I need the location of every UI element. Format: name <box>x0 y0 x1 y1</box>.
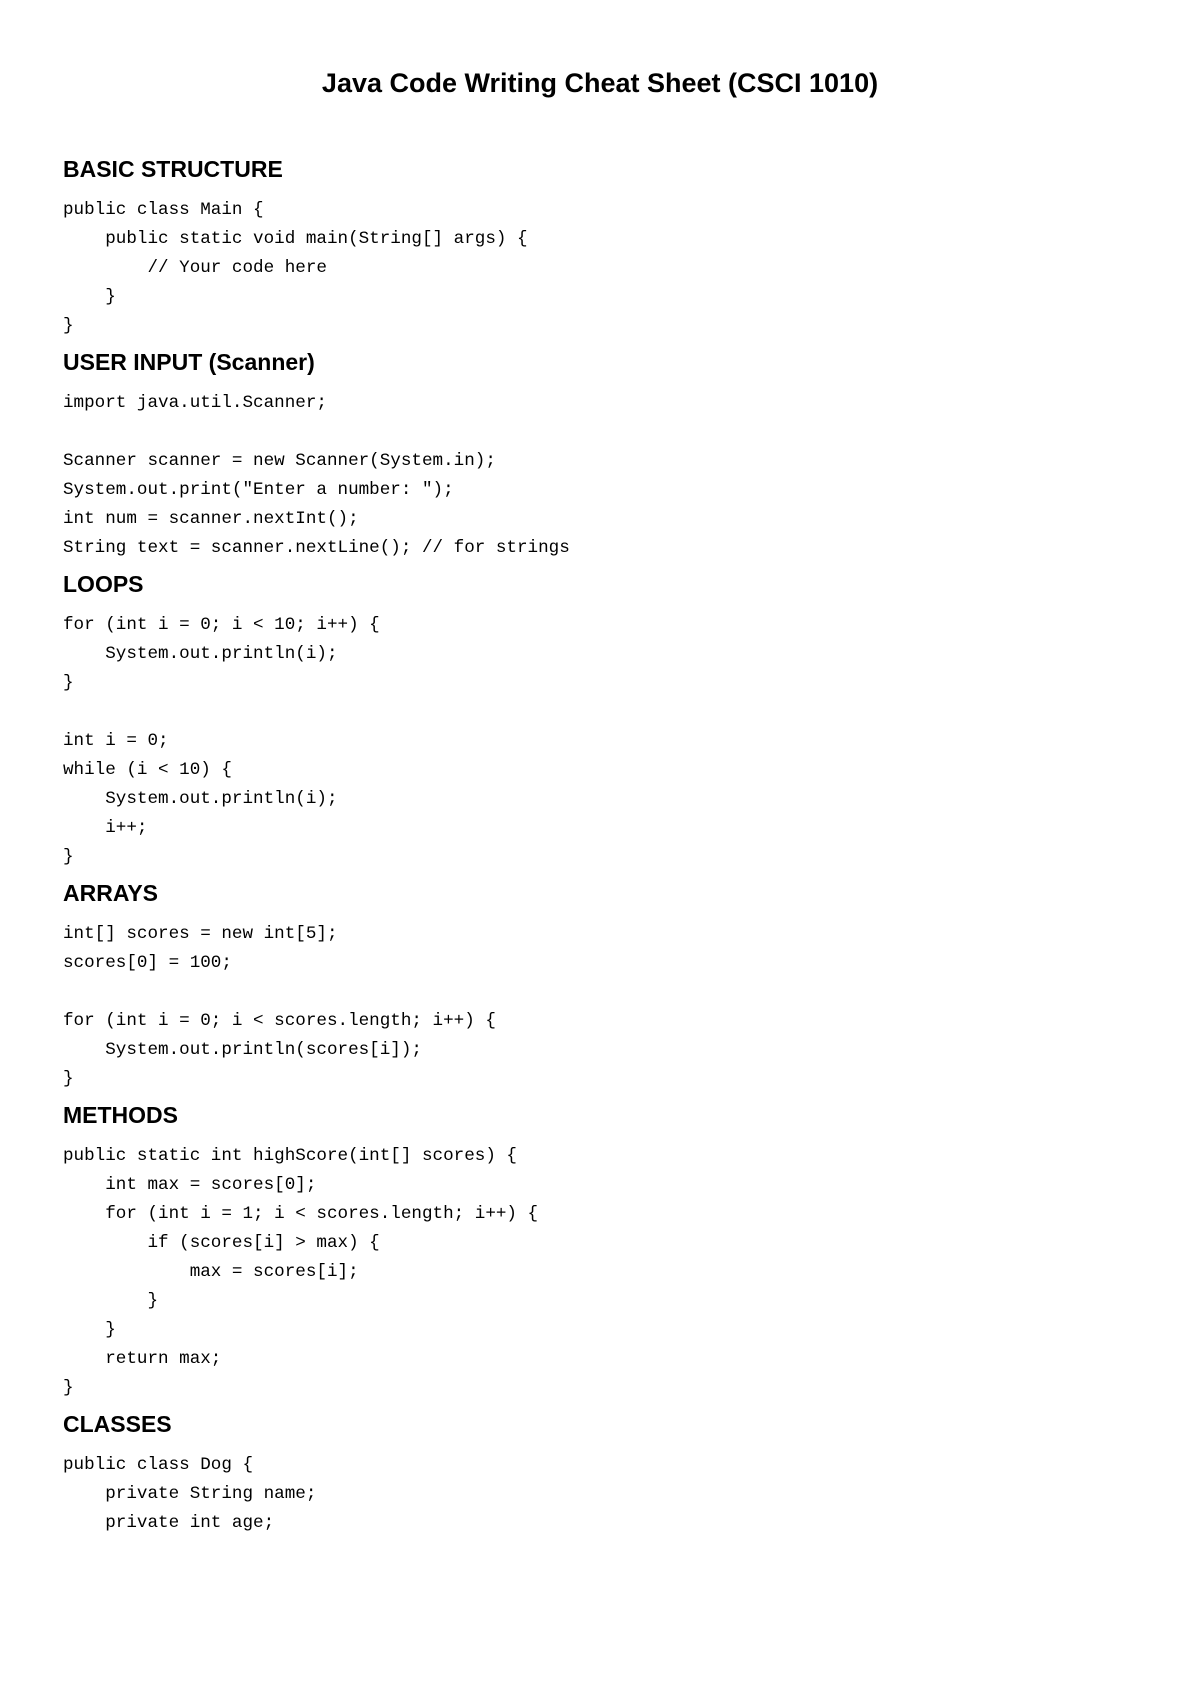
code-line <box>63 698 1143 727</box>
code-line: private int age; <box>63 1513 275 1533</box>
code-block <box>63 611 1143 872</box>
code-line: // Your code here <box>63 258 327 278</box>
code-line: if (scores[i] > max) { <box>63 1233 380 1253</box>
section-heading: USER INPUT (Scanner) <box>63 349 315 375</box>
code-line: private String name; <box>63 1484 317 1504</box>
code-line <box>63 978 1143 1007</box>
document-title: Java Code Writing Cheat Sheet (CSCI 1010) <box>321 68 879 98</box>
code-line: System.out.println(i); <box>63 644 338 664</box>
code-line: int max = scores[0]; <box>63 1175 317 1195</box>
code-line: } <box>63 1320 116 1340</box>
code-block <box>63 1142 1143 1403</box>
code-line: int i = 0; <box>63 731 169 751</box>
section-heading: ARRAYS <box>63 880 159 906</box>
code-line: public class Main { <box>63 200 264 220</box>
section-user-input <box>63 347 1143 563</box>
code-line: import java.util.Scanner; <box>63 393 327 413</box>
code-line: int[] scores = new int[5]; <box>63 924 338 944</box>
section-classes <box>63 1409 1143 1538</box>
code-line: return max; <box>63 1349 222 1369</box>
code-block <box>63 389 1143 563</box>
code-line: public class Dog { <box>63 1455 254 1475</box>
code-line <box>63 418 1143 447</box>
section-basic-structure <box>63 154 1143 341</box>
code-line: for (int i = 0; i < 10; i++) { <box>63 615 380 635</box>
code-line: } <box>63 316 74 336</box>
code-line: max = scores[i]; <box>63 1262 359 1282</box>
section-heading: METHODS <box>63 1102 178 1128</box>
section-loops <box>63 569 1143 872</box>
code-line: for (int i = 0; i < scores.length; i++) { <box>63 1011 496 1031</box>
code-line: i++; <box>63 818 148 838</box>
section-methods <box>63 1100 1143 1403</box>
code-line: while (i < 10) { <box>63 760 232 780</box>
code-line: } <box>63 287 116 307</box>
code-line: System.out.println(i); <box>63 789 338 809</box>
code-line: } <box>63 1069 74 1089</box>
code-line: scores[0] = 100; <box>63 953 232 973</box>
code-line: Scanner scanner = new Scanner(System.in); <box>63 451 496 471</box>
code-line: public static int highScore(int[] scores) { <box>63 1146 517 1166</box>
code-line: public static void main(String[] args) { <box>63 229 528 249</box>
code-line: System.out.print("Enter a number: "); <box>63 480 454 500</box>
code-line: } <box>63 1291 159 1311</box>
code-line: int num = scanner.nextInt(); <box>63 509 359 529</box>
code-line: System.out.println(scores[i]); <box>63 1040 422 1060</box>
code-line: } <box>63 1378 74 1398</box>
document-content <box>63 154 1143 1544</box>
code-block <box>63 1451 1143 1538</box>
section-heading: LOOPS <box>63 571 144 597</box>
section-arrays <box>63 878 1143 1094</box>
code-line: } <box>63 673 74 693</box>
code-block <box>63 196 1143 341</box>
code-line: for (int i = 1; i < scores.length; i++) { <box>63 1204 539 1224</box>
code-line: } <box>63 847 74 867</box>
code-block <box>63 920 1143 1094</box>
code-line: String text = scanner.nextLine(); // for strings <box>63 538 570 558</box>
section-heading: CLASSES <box>63 1411 172 1437</box>
section-heading: BASIC STRUCTURE <box>63 156 283 182</box>
